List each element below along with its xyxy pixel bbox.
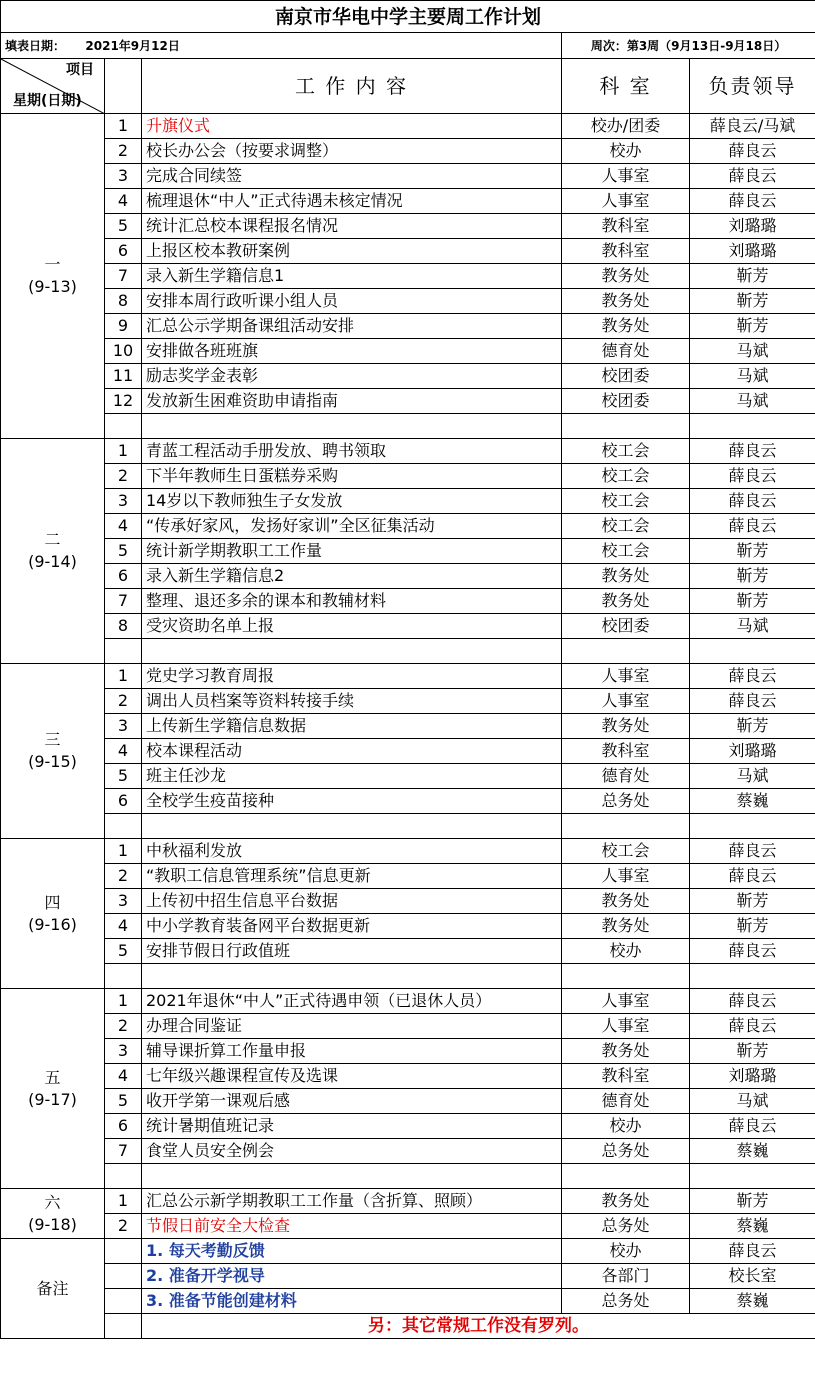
department: 校工会 [562, 464, 690, 489]
task-content: 发放新生困难资助申请指南 [142, 389, 562, 414]
task-content: 上传初中招生信息平台数据 [142, 889, 562, 914]
leader: 薛良云 [690, 689, 815, 714]
leader: 马斌 [690, 364, 815, 389]
task-content: 食堂人员安全例会 [142, 1139, 562, 1164]
leader: 靳芳 [690, 264, 815, 289]
table-row [1, 439, 815, 464]
leader: 靳芳 [690, 314, 815, 339]
row-number: 8 [105, 289, 142, 314]
row-number: 5 [105, 764, 142, 789]
department: 德育处 [562, 1089, 690, 1114]
department: 人事室 [562, 189, 690, 214]
leader: 薛良云 [690, 664, 815, 689]
row-number: 6 [105, 564, 142, 589]
table-row [1, 1189, 815, 1214]
table-row [1, 514, 815, 539]
department: 教务处 [562, 564, 690, 589]
leader: 靳芳 [690, 914, 815, 939]
row-number: 6 [105, 239, 142, 264]
table-row [1, 1039, 815, 1064]
table-row [1, 814, 815, 839]
row-number: 7 [105, 1139, 142, 1164]
leader [690, 639, 815, 664]
department: 人事室 [562, 664, 690, 689]
row-number: 3 [105, 164, 142, 189]
row-number: 2 [105, 689, 142, 714]
row-number: 5 [105, 939, 142, 964]
task-content: 七年级兴趣课程宣传及选课 [142, 1064, 562, 1089]
weekday-date: (9-15) [28, 752, 77, 771]
leader: 马斌 [690, 339, 815, 364]
department: 德育处 [562, 764, 690, 789]
department: 教科室 [562, 214, 690, 239]
row-number: 4 [105, 739, 142, 764]
leader: 马斌 [690, 1089, 815, 1114]
weekday-date: (9-18) [28, 1214, 77, 1234]
table-row [1, 1064, 815, 1089]
task-content: 中秋福利发放 [142, 839, 562, 864]
header-number-cell [105, 59, 142, 114]
fill-date-cell [1, 33, 562, 59]
table-row [1, 1114, 815, 1139]
leader: 薛良云/马斌 [690, 114, 815, 139]
weekday-date: (9-13) [28, 277, 77, 296]
department: 校团委 [562, 389, 690, 414]
task-content: 2021年退休“中人”正式待遇申领（已退休人员） [142, 989, 562, 1014]
row-number [105, 639, 142, 664]
task-content: 安排节假日行政值班 [142, 939, 562, 964]
department: 校工会 [562, 539, 690, 564]
task-content: 上报区校本教研案例 [142, 239, 562, 264]
table-row [1, 739, 815, 764]
task-content: 整理、退还多余的课本和教辅材料 [142, 589, 562, 614]
row-number: 10 [105, 339, 142, 364]
weekday-cell [1, 1239, 105, 1339]
weekday-name: 六 [44, 1192, 61, 1212]
task-content: 1. 每天考勤反馈 [142, 1239, 562, 1264]
department: 校工会 [562, 514, 690, 539]
header-weekday-label: 星期(日期) [13, 93, 82, 109]
table-row [1, 939, 815, 964]
table-row [1, 314, 815, 339]
department [562, 814, 690, 839]
department: 人事室 [562, 989, 690, 1014]
department: 校办 [562, 939, 690, 964]
weekday-name: 三 [44, 730, 61, 749]
leader: 靳芳 [690, 1039, 815, 1064]
leader [690, 1164, 815, 1189]
fill-date-label: 填表日期： [5, 38, 66, 53]
task-content: “传承好家风，发扬好家训”全区征集活动 [142, 514, 562, 539]
department: 教科室 [562, 1064, 690, 1089]
department [562, 639, 690, 664]
task-content [142, 414, 562, 439]
department: 教务处 [562, 714, 690, 739]
leader: 校长室 [690, 1264, 815, 1289]
task-content: 录入新生学籍信息1 [142, 264, 562, 289]
department: 人事室 [562, 1014, 690, 1039]
department [562, 1164, 690, 1189]
fill-date: 2021年9月12日 [85, 38, 180, 53]
weekday-date: (9-17) [28, 1089, 77, 1109]
department: 教科室 [562, 239, 690, 264]
department: 校办 [562, 1114, 690, 1139]
table-row [1, 1164, 815, 1189]
table-row [1, 689, 815, 714]
table-row [1, 214, 815, 239]
weekday-name: 五 [44, 1067, 61, 1087]
table-row [1, 389, 815, 414]
task-content: 上传新生学籍信息数据 [142, 714, 562, 739]
task-content [142, 964, 562, 989]
row-number: 8 [105, 614, 142, 639]
row-number: 3 [105, 489, 142, 514]
leader: 靳芳 [690, 564, 815, 589]
leader: 靳芳 [690, 589, 815, 614]
department: 教务处 [562, 289, 690, 314]
task-content: 汇总公示新学期教职工工作量（含折算、照顾） [142, 1189, 562, 1214]
row-number: 4 [105, 189, 142, 214]
department: 总务处 [562, 1139, 690, 1164]
footer-note: 另：其它常规工作没有罗列。 [142, 1314, 815, 1339]
task-content: 收开学第一课观后感 [142, 1089, 562, 1114]
table-row [1, 539, 815, 564]
task-content: 全校学生疫苗接种 [142, 789, 562, 814]
task-content: 3. 准备节能创建材料 [142, 1289, 562, 1314]
row-number [105, 1264, 142, 1289]
task-content [142, 639, 562, 664]
table-row [1, 789, 815, 814]
row-number: 7 [105, 589, 142, 614]
task-content: 受灾资助名单上报 [142, 614, 562, 639]
table-row [1, 264, 815, 289]
table-row [1, 1239, 815, 1264]
leader: 蔡巍 [690, 1289, 815, 1314]
task-content: 安排做各班班旗 [142, 339, 562, 364]
department: 校工会 [562, 839, 690, 864]
header-dept: 科 室 [562, 59, 690, 114]
task-content: 录入新生学籍信息2 [142, 564, 562, 589]
task-content [142, 814, 562, 839]
weekday-cell [1, 664, 105, 839]
footer-number-cell [105, 1314, 142, 1339]
table-row [1, 239, 815, 264]
weekday-name: 一 [44, 255, 61, 274]
weekday-name: 备注 [36, 1278, 69, 1298]
table-row [1, 489, 815, 514]
leader: 马斌 [690, 614, 815, 639]
leader: 蔡巍 [690, 1139, 815, 1164]
table-row [1, 889, 815, 914]
table-row [1, 289, 815, 314]
table-row [1, 1139, 815, 1164]
department: 教务处 [562, 1039, 690, 1064]
department: 校工会 [562, 489, 690, 514]
department: 人事室 [562, 164, 690, 189]
task-content: 辅导课折算工作量申报 [142, 1039, 562, 1064]
task-content: 安排本周行政听课小组人员 [142, 289, 562, 314]
table-row [1, 589, 815, 614]
department: 教务处 [562, 889, 690, 914]
leader: 薛良云 [690, 164, 815, 189]
row-number: 1 [105, 439, 142, 464]
department: 人事室 [562, 864, 690, 889]
table-row [1, 114, 815, 139]
department: 人事室 [562, 689, 690, 714]
department: 校办 [562, 139, 690, 164]
table-row [1, 914, 815, 939]
task-content: 下半年教师生日蛋糕券采购 [142, 464, 562, 489]
task-content: 统计新学期教职工工作量 [142, 539, 562, 564]
row-number: 1 [105, 989, 142, 1014]
table-row [1, 364, 815, 389]
table-row [1, 189, 815, 214]
leader: 薛良云 [690, 839, 815, 864]
row-number [105, 1289, 142, 1314]
task-content: 2. 准备开学视导 [142, 1264, 562, 1289]
leader: 薛良云 [690, 939, 815, 964]
leader: 靳芳 [690, 539, 815, 564]
row-number: 11 [105, 364, 142, 389]
leader: 刘璐璐 [690, 214, 815, 239]
row-number: 1 [105, 114, 142, 139]
row-number [105, 814, 142, 839]
leader: 薛良云 [690, 989, 815, 1014]
row-number [105, 414, 142, 439]
task-content: 汇总公示学期备课组活动安排 [142, 314, 562, 339]
header-diagonal-cell [1, 59, 105, 114]
department: 总务处 [562, 1214, 690, 1239]
department: 教务处 [562, 1189, 690, 1214]
task-content: 梳理退休“中人”正式待遇未核定情况 [142, 189, 562, 214]
leader: 马斌 [690, 389, 815, 414]
leader: 刘璐璐 [690, 239, 815, 264]
table-row [1, 339, 815, 364]
row-number: 5 [105, 1089, 142, 1114]
row-number: 4 [105, 1064, 142, 1089]
header-item-label: 项目 [66, 62, 94, 78]
table-row [1, 139, 815, 164]
leader: 薛良云 [690, 139, 815, 164]
leader: 马斌 [690, 764, 815, 789]
row-number: 6 [105, 1114, 142, 1139]
row-number: 2 [105, 864, 142, 889]
row-number: 2 [105, 1014, 142, 1039]
leader: 蔡巍 [690, 789, 815, 814]
leader: 蔡巍 [690, 1214, 815, 1239]
task-content: 办理合同鉴证 [142, 1014, 562, 1039]
table-row [1, 1264, 815, 1289]
table-row [1, 464, 815, 489]
leader: 刘璐璐 [690, 739, 815, 764]
row-number: 2 [105, 139, 142, 164]
table-row [1, 664, 815, 689]
table-row [1, 1214, 815, 1239]
task-content: 励志奖学金表彰 [142, 364, 562, 389]
row-number: 2 [105, 1214, 142, 1239]
task-content: 完成合同续签 [142, 164, 562, 189]
row-number: 5 [105, 539, 142, 564]
leader: 靳芳 [690, 889, 815, 914]
table-row [1, 1089, 815, 1114]
row-number: 6 [105, 789, 142, 814]
table-row [1, 714, 815, 739]
leader: 薛良云 [690, 514, 815, 539]
row-number: 1 [105, 1189, 142, 1214]
row-number: 7 [105, 264, 142, 289]
row-number: 1 [105, 839, 142, 864]
task-content: 统计暑期值班记录 [142, 1114, 562, 1139]
weekday-name: 四 [44, 892, 61, 912]
table-row [1, 614, 815, 639]
row-number [105, 1164, 142, 1189]
row-number: 5 [105, 214, 142, 239]
weekday-cell [1, 1189, 105, 1239]
row-number [105, 1239, 142, 1264]
department: 校团委 [562, 364, 690, 389]
task-content: 调出人员档案等资料转接手续 [142, 689, 562, 714]
row-number: 3 [105, 889, 142, 914]
leader: 薛良云 [690, 489, 815, 514]
task-content: 校长办公会（按要求调整） [142, 139, 562, 164]
department [562, 964, 690, 989]
department: 各部门 [562, 1264, 690, 1289]
table-row [1, 1289, 815, 1314]
table-row [1, 989, 815, 1014]
department: 教务处 [562, 314, 690, 339]
row-number: 2 [105, 464, 142, 489]
table-row [1, 839, 815, 864]
leader [690, 414, 815, 439]
page-title: 南京市华电中学主要周工作计划 [1, 1, 815, 33]
row-number: 3 [105, 1039, 142, 1064]
department: 校办/团委 [562, 114, 690, 139]
leader: 靳芳 [690, 1189, 815, 1214]
task-content: 班主任沙龙 [142, 764, 562, 789]
header-content: 工 作 内 容 [142, 59, 562, 114]
footer-row [1, 1314, 815, 1339]
department: 总务处 [562, 789, 690, 814]
leader: 靳芳 [690, 289, 815, 314]
row-number [105, 964, 142, 989]
task-content: 升旗仪式 [142, 114, 562, 139]
table-row [1, 864, 815, 889]
week-info: 周次：第3周（9月13日-9月18日） [562, 33, 815, 59]
table-row [1, 764, 815, 789]
weekday-cell [1, 114, 105, 439]
department: 教科室 [562, 739, 690, 764]
weekday-cell [1, 839, 105, 989]
header-leader: 负责领导 [690, 59, 815, 114]
leader: 薛良云 [690, 864, 815, 889]
row-number: 3 [105, 714, 142, 739]
department: 教务处 [562, 589, 690, 614]
task-content: 校本课程活动 [142, 739, 562, 764]
table-row [1, 414, 815, 439]
task-content [142, 1164, 562, 1189]
task-content: 党史学习教育周报 [142, 664, 562, 689]
department: 校工会 [562, 439, 690, 464]
leader: 薛良云 [690, 1014, 815, 1039]
row-number: 9 [105, 314, 142, 339]
task-content: 统计汇总校本课程报名情况 [142, 214, 562, 239]
row-number: 4 [105, 914, 142, 939]
weekday-cell [1, 989, 105, 1189]
table-row [1, 639, 815, 664]
leader: 刘璐璐 [690, 1064, 815, 1089]
department: 总务处 [562, 1289, 690, 1314]
row-number: 12 [105, 389, 142, 414]
department: 校办 [562, 1239, 690, 1264]
task-content: 14岁以下教师独生子女发放 [142, 489, 562, 514]
task-content: 节假日前安全大检查 [142, 1214, 562, 1239]
weekday-date: (9-14) [28, 552, 77, 571]
table-row [1, 964, 815, 989]
row-number: 1 [105, 664, 142, 689]
row-number: 4 [105, 514, 142, 539]
department [562, 414, 690, 439]
task-content: 中小学教育装备网平台数据更新 [142, 914, 562, 939]
leader [690, 814, 815, 839]
leader: 薛良云 [690, 439, 815, 464]
department: 德育处 [562, 339, 690, 364]
task-content: “教职工信息管理系统”信息更新 [142, 864, 562, 889]
leader: 靳芳 [690, 714, 815, 739]
department: 教务处 [562, 914, 690, 939]
leader: 薛良云 [690, 189, 815, 214]
department: 校团委 [562, 614, 690, 639]
table-row [1, 564, 815, 589]
leader: 薛良云 [690, 1114, 815, 1139]
weekday-name: 二 [44, 530, 61, 549]
leader [690, 964, 815, 989]
department: 教务处 [562, 264, 690, 289]
leader: 薛良云 [690, 464, 815, 489]
table-row [1, 164, 815, 189]
task-content: 青蓝工程活动手册发放、聘书领取 [142, 439, 562, 464]
leader: 薛良云 [690, 1239, 815, 1264]
weekday-date: (9-16) [28, 914, 77, 934]
weekday-cell [1, 439, 105, 664]
table-row [1, 1014, 815, 1039]
